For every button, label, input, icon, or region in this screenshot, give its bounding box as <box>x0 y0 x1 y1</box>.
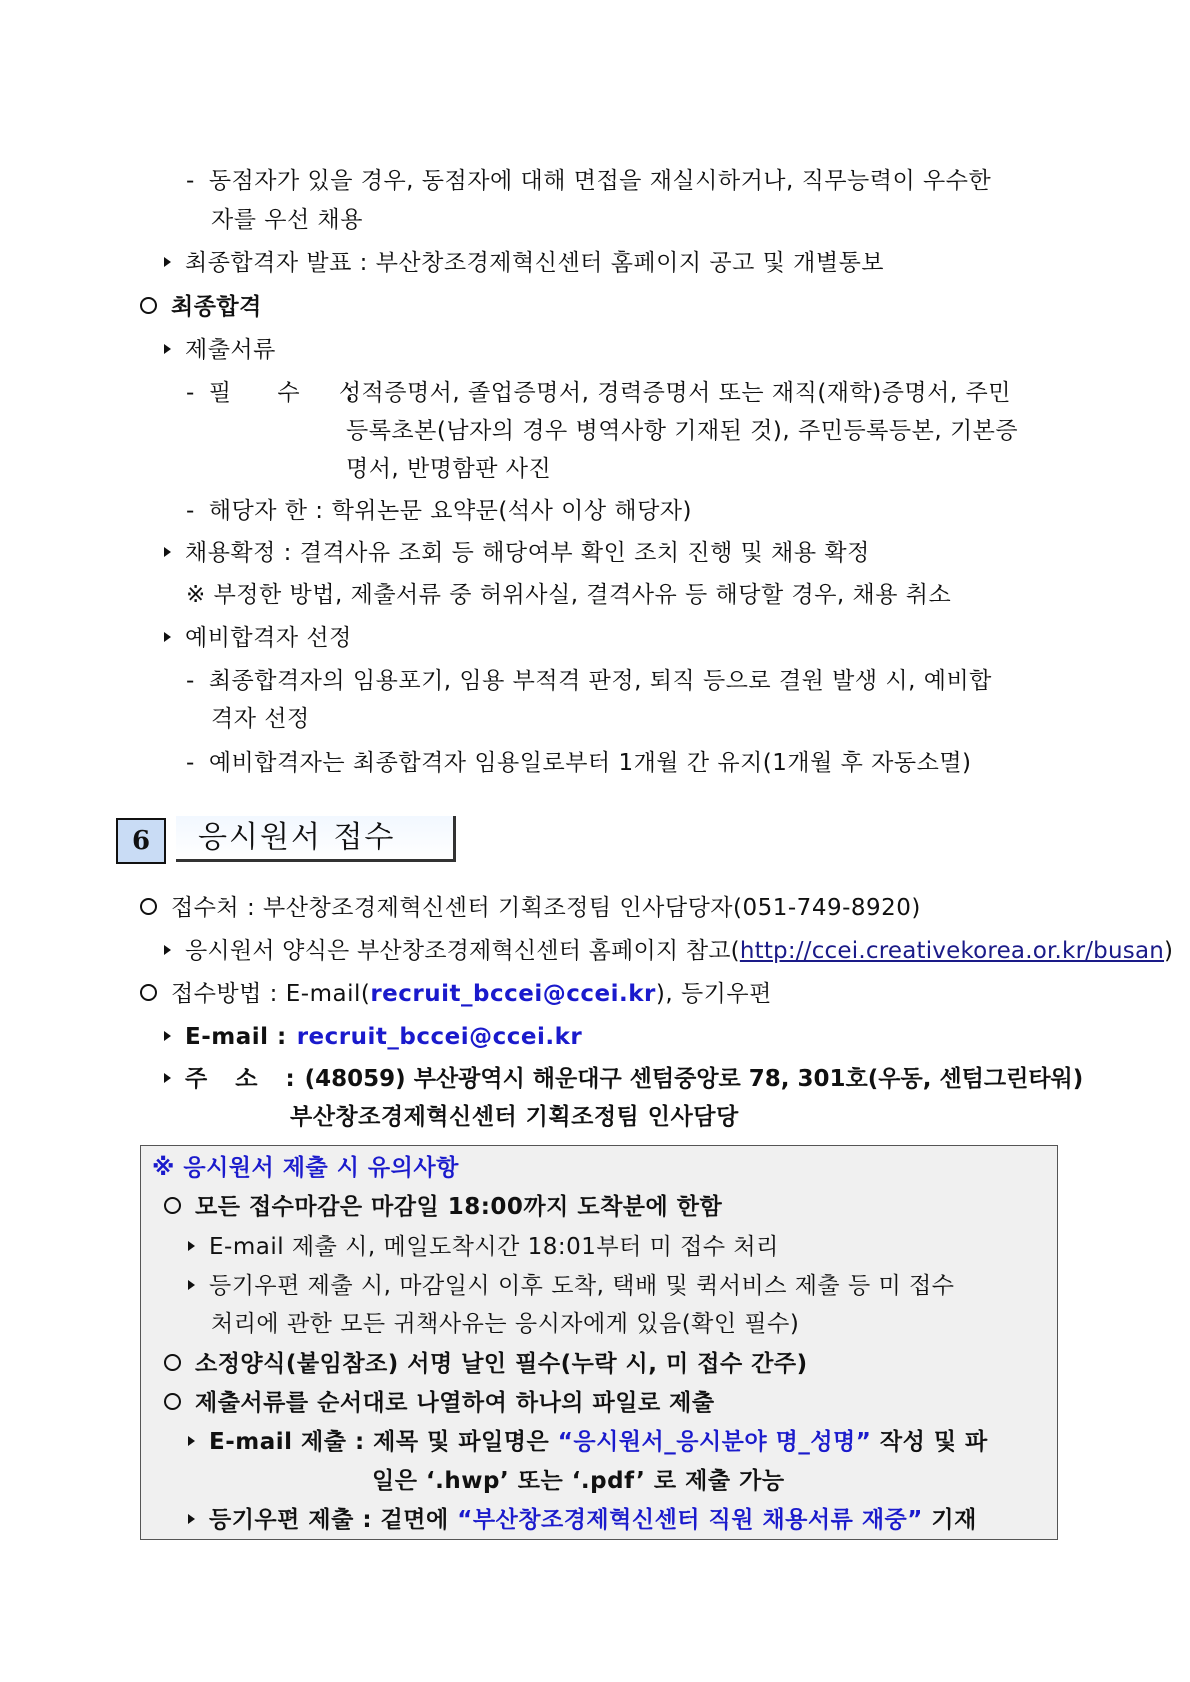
triangle-bullet-icon <box>188 1436 195 1446</box>
tie-line-2: 자를 우선 채용 <box>211 207 363 233</box>
circle-bullet-icon <box>164 1393 181 1410</box>
reserve-keep-line: - 예비합격자는 최종합격자 임용일로부터 1개월 간 유지(1개월 후 자동소멸) <box>186 750 972 776</box>
triangle-bullet-icon <box>164 257 171 267</box>
triangle-bullet-icon <box>188 1241 195 1251</box>
reserve-line-2: 격자 선정 <box>211 706 310 732</box>
notice-email-late: E-mail 제출 시, 메일도착시간 18:01부터 미 접수 처리 <box>188 1232 779 1262</box>
notice-sign: 소정양식(붙임참조) 서명 날인 필수(누락 시, 미 접수 간주) <box>164 1349 808 1379</box>
triangle-bullet-icon <box>188 1514 195 1524</box>
method-line: 접수방법 : E-mail(recruit_bccei@ccei.kr), 등기우편 <box>140 979 772 1009</box>
confirm-line: 채용확정 : 결격사유 조회 등 해당여부 확인 조치 진행 및 채용 확정 <box>164 538 870 568</box>
notice-post-submit: 등기우편 제출 : 겉면에 “부산창조경제혁신센터 직원 채용서류 재중” 기재 <box>188 1505 977 1535</box>
tie-line-1: - 동점자가 있을 경우, 동점자에 대해 면접을 재실시하거나, 직무능력이 우수한 <box>186 168 992 194</box>
form-line: 응시원서 양식은 부산창조경제혁신센터 홈페이지 참고(http://ccei.creativekorea.or.kr/busan) <box>164 936 1173 966</box>
required-line-3: 명서, 반명함판 사진 <box>346 456 552 482</box>
receipt-place: 접수처 : 부산창조경제혁신센터 기획조정팀 인사담당자(051-749-8920) <box>140 893 921 923</box>
method-email-link[interactable]: recruit_bccei@ccei.kr <box>370 981 656 1007</box>
triangle-bullet-icon <box>164 1073 171 1083</box>
triangle-bullet-icon <box>164 632 171 642</box>
circle-bullet-icon <box>140 898 157 915</box>
triangle-bullet-icon <box>188 1280 195 1290</box>
cancel-note: ※ 부정한 방법, 제출서류 중 허위사실, 결격사유 등 해당할 경우, 채용 취소 <box>186 582 952 608</box>
homepage-link[interactable]: http://ccei.creativekorea.or.kr/busan <box>739 938 1165 964</box>
notice-title: ※ 응시원서 제출 시 유의사항 <box>152 1155 459 1181</box>
address-line-1: 주 소 : (48059) 부산광역시 해운대구 센텀중앙로 78, 301호(우동, 센텀그린타워) <box>164 1064 1083 1094</box>
notice-deadline: 모든 접수마감은 마감일 18:00까지 도착분에 한함 <box>164 1192 722 1222</box>
required-line-2: 등록초본(남자의 경우 병역사항 기재된 것), 주민등록등본, 기본증 <box>346 418 1019 444</box>
email-link[interactable]: recruit_bccei@ccei.kr <box>296 1024 583 1050</box>
circle-bullet-icon <box>140 297 157 314</box>
required-line-1: - 필 수 :성적증명서, 졸업증명서, 경력증명서 또는 재직(재학)증명서, 주민 <box>186 380 1011 406</box>
notice-single-file: 제출서류를 순서대로 나열하여 하나의 파일로 제출 <box>164 1388 715 1418</box>
triangle-bullet-icon <box>164 945 171 955</box>
notice-post-line-1: 등기우편 제출 시, 마감일시 이후 도착, 택배 및 퀵서비스 제출 등 미 접수 <box>188 1271 954 1301</box>
email-line: E-mail : recruit_bccei@ccei.kr <box>164 1022 582 1052</box>
address-line-2: 부산창조경제혁신센터 기획조정팀 인사담당 <box>290 1104 739 1130</box>
announce-line: 최종합격자 발표 : 부산창조경제혁신센터 홈페이지 공고 및 개별통보 <box>164 248 884 278</box>
notice-email-submit-1: E-mail 제출 : 제목 및 파일명은 “응시원서_응시분야 명_성명” 작성 및 파 <box>188 1427 988 1457</box>
applicable-line: - 해당자 한 : 학위논문 요약문(석사 이상 해당자) <box>186 498 692 524</box>
circle-bullet-icon <box>140 984 157 1001</box>
notice-email-submit-2: 일은 ‘.hwp’ 또는 ‘.pdf’ 로 제출 가능 <box>372 1468 785 1494</box>
circle-bullet-icon <box>164 1197 181 1214</box>
docs-label: 제출서류 <box>164 335 276 365</box>
reserve-label: 예비합격자 선정 <box>164 623 352 653</box>
section-number: 6 <box>116 818 166 864</box>
notice-post-line-2: 처리에 관한 모든 귀책사유는 응시자에게 있음(확인 필수) <box>211 1311 800 1337</box>
circle-bullet-icon <box>164 1354 181 1371</box>
triangle-bullet-icon <box>164 344 171 354</box>
reserve-line-1: - 최종합격자의 임용포기, 임용 부적격 판정, 퇴직 등으로 결원 발생 시, 예비합 <box>186 668 992 694</box>
section-title: 응시원서 접수 <box>176 816 456 862</box>
triangle-bullet-icon <box>164 1031 171 1041</box>
final-heading: 최종합격 <box>140 292 262 322</box>
triangle-bullet-icon <box>164 547 171 557</box>
